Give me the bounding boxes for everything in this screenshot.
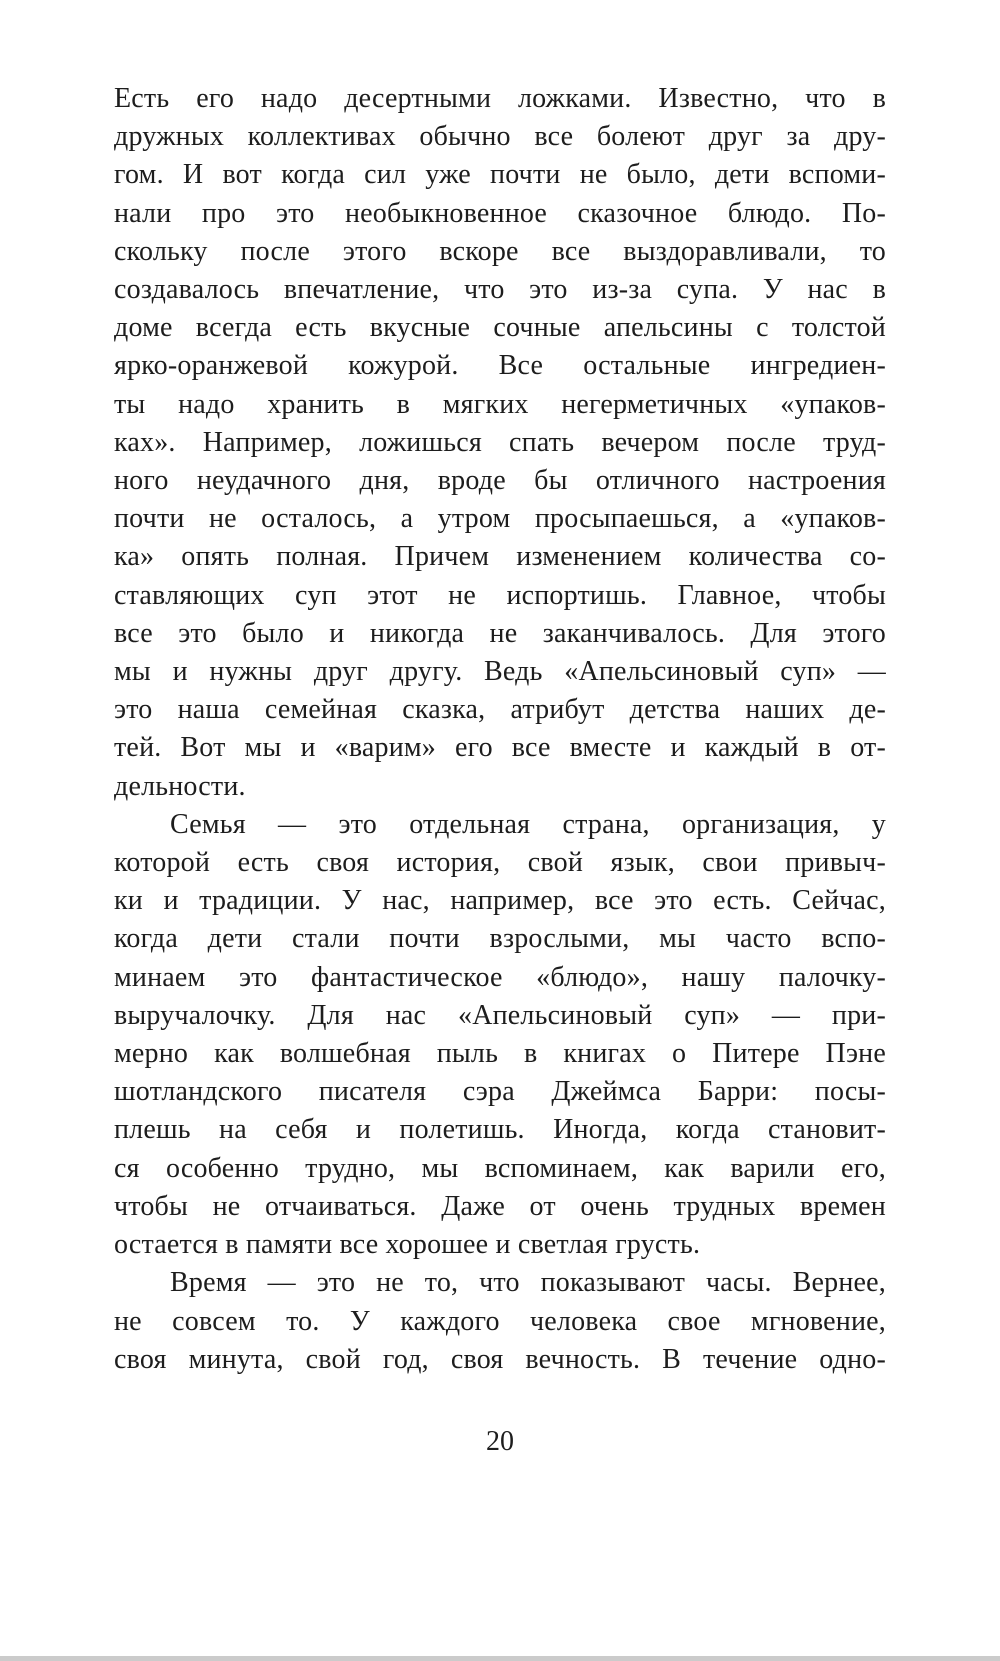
text-line: ках». Например, ложишься спать вечером после труд- [114, 426, 886, 458]
text-line: не совсем то. У каждого человека свое мгновение, [114, 1305, 886, 1337]
text-line: это наша семейная сказка, атрибут детства наших де- [114, 694, 886, 726]
text-line: минаем это фантастическое «блюдо», нашу палочку- [114, 961, 886, 993]
text-line: ки и традиции. У нас, например, все это есть. Сейчас, [114, 885, 886, 917]
text-line: чтобы не отчаиваться. Даже от очень трудных времен [114, 1190, 886, 1222]
text-line: которой есть своя история, свой язык, свои привыч- [114, 847, 886, 879]
text-line: мерно как волшебная пыль в книгах о Питере Пэне [114, 1038, 886, 1070]
text-line: ся особенно трудно, мы вспоминаем, как варили его, [114, 1152, 886, 1184]
text-line: Есть его надо десертными ложками. Известно, что в [114, 83, 886, 114]
text-line: когда дети стали почти взрослыми, мы часто вспо- [114, 923, 886, 955]
text-line: ного неудачного дня, вроде бы отличного настроения [114, 465, 886, 497]
page-bottom-edge [0, 1656, 1000, 1661]
text-line: остается в памяти все хорошее и светлая грусть. [114, 1229, 701, 1261]
text-line: ты надо хранить в мягких негерметичных «упаков- [114, 388, 886, 420]
page-number: 20 [486, 1426, 514, 1457]
text-line: ставляющих суп этот не испортишь. Главное, чтобы [114, 579, 886, 611]
text-line: Время — это не то, что показывают часы. Вернее, [170, 1267, 886, 1299]
text-line: ярко-оранжевой кожурой. Все остальные ингредиен- [114, 350, 886, 382]
text-line: дружных коллективах обычно все болеют друг за дру- [114, 121, 886, 153]
text-line: выручалочку. Для нас «Апельсиновый суп» — при- [114, 999, 886, 1031]
text-line: доме всегда есть вкусные сочные апельсины с толстой [114, 312, 886, 344]
text-line: тей. Вот мы и «варим» его все вместе и каждый в от- [114, 732, 886, 764]
text-line: скольку после этого вскоре все выздоравливали, то [114, 235, 886, 267]
text-line: дельности. [114, 770, 246, 802]
text-line: почти не осталось, а утром просыпаешься, а «упаков- [114, 503, 886, 535]
text-line: шотландского писателя сэра Джеймса Барри: посы- [114, 1076, 886, 1108]
text-line: Семья — это отдельная страна, организация, у [170, 808, 886, 840]
body-text [114, 80, 886, 1379]
text-line: мы и нужны друг другу. Ведь «Апельсиновый суп» — [114, 656, 886, 688]
text-line: ка» опять полная. Причем изменением количества со- [114, 541, 886, 573]
text-line: гом. И вот когда сил уже почти не было, дети вспоми- [114, 159, 886, 191]
text-line: все это было и никогда не заканчивалось. Для этого [114, 617, 886, 649]
text-line: своя минута, свой год, своя вечность. В течение одно- [114, 1343, 886, 1375]
text-line: нали про это необыкновенное сказочное блюдо. По- [114, 197, 886, 229]
text-line: создавалось впечатление, что это из-за супа. У нас в [114, 274, 886, 306]
text-line: плешь на себя и полетишь. Иногда, когда становит- [114, 1114, 886, 1146]
